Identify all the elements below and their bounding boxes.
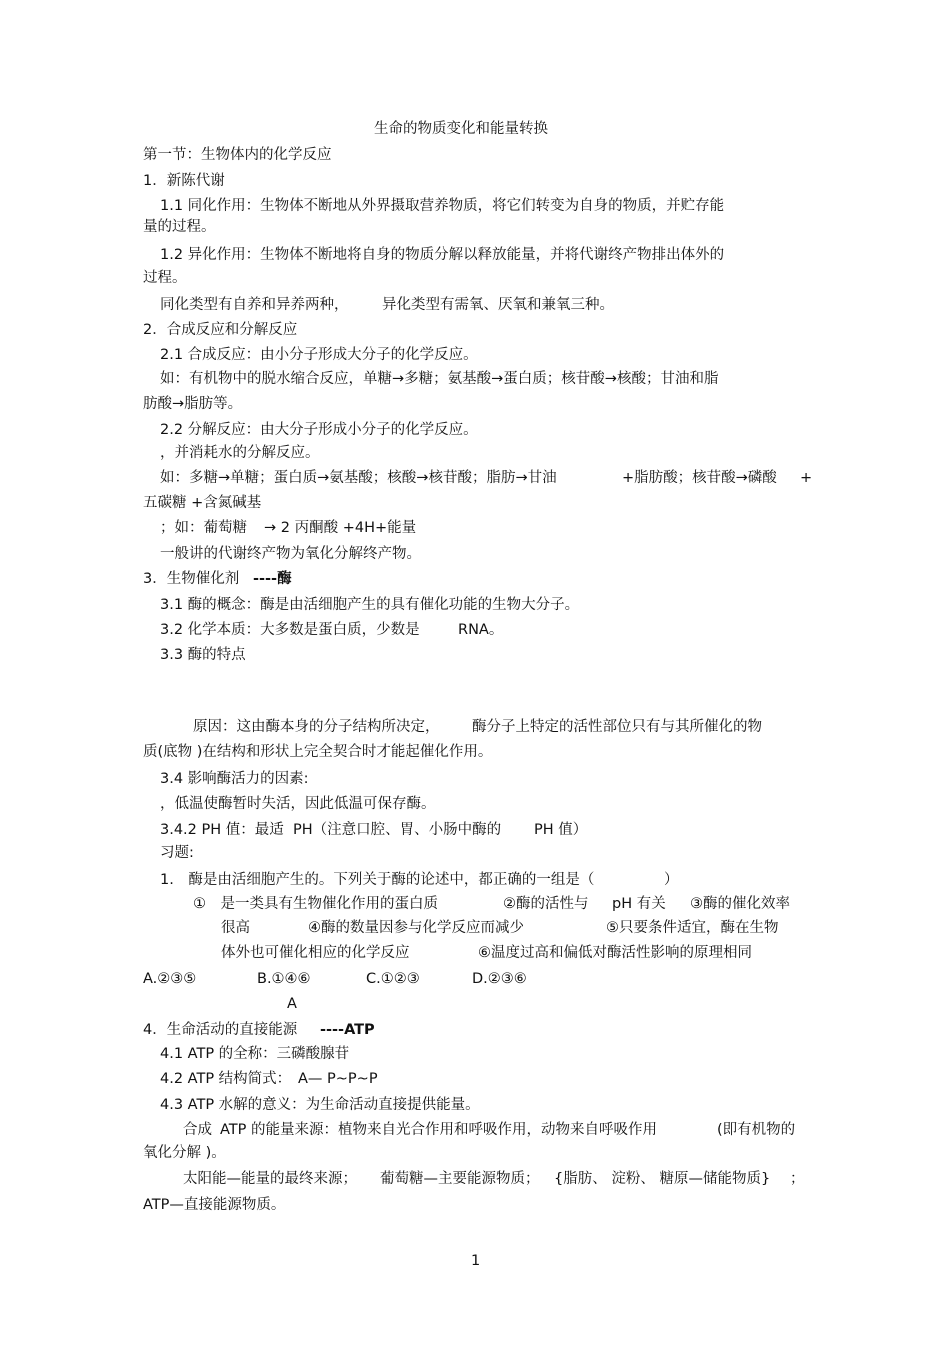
para-3-7c: PH 值） (534, 822, 588, 838)
heading-3b: ----酶 (253, 571, 292, 587)
para-3-4b: 酶分子上特定的活性部位只有与其所催化的物 (472, 719, 762, 735)
question-1d2: ④酶的数量因参与化学反应而减少 (308, 920, 524, 936)
heading-3a: 3．生物催化剂 (143, 571, 240, 587)
para-3-6: ，低温使酶暂时失活，因此低温可保存酶。 (160, 796, 436, 812)
para-1-3a: 同化类型有自养和异养两种， (160, 297, 349, 313)
para-2-7b: → 2 丙酮酸 +4H+能量 (264, 520, 417, 536)
option-d: D.②③⑥ (472, 971, 527, 987)
para-2-5b: +脂肪酸；核苷酸→磷酸 (622, 470, 777, 486)
para-4-5b: 葡萄糖—主要能源物质； (380, 1171, 540, 1187)
question-1c3: pH 有关 (612, 896, 666, 912)
question-1a: 1. 酶是由活细胞产生的。下列关于酶的论述中，都正确的一组是（ (160, 872, 595, 888)
para-2-4: ，并消耗水的分解反应。 (160, 445, 320, 461)
doc-title: 生命的物质变化和能量转换 (374, 121, 548, 137)
answer: A (287, 996, 297, 1012)
question-1c4: ③酶的催化效率 (690, 896, 790, 912)
para-3-5: 3.4 影响酶活力的因素: (160, 771, 309, 787)
para-2-7a: ；如：葡萄糖 (160, 520, 247, 536)
para-3-2b: RNA。 (458, 622, 504, 638)
option-a: A.②③⑤ (143, 971, 197, 987)
heading-1: 1．新陈代谢 (143, 173, 225, 189)
para-2-3: 2.2 分解反应：由大分子形成小分子的化学反应。 (160, 422, 478, 438)
para-3-4a: 原因：这由酶本身的分子结构所决定， (193, 719, 440, 735)
para-4-2b: A— P~P~P (298, 1071, 378, 1087)
heading-2: 2．合成反应和分解反应 (143, 322, 298, 338)
para-3-8: 习题: (160, 845, 194, 861)
para-2-5c: + (800, 470, 813, 486)
para-4-5d: ； (790, 1171, 805, 1187)
para-4-5e: ATP—直接能源物质。 (143, 1197, 286, 1213)
page-number: 1 (471, 1253, 481, 1269)
question-1d1: 很高 (221, 920, 250, 936)
question-1e1: 体外也可催化相应的化学反应 (221, 945, 410, 961)
para-1-1b: 量的过程。 (143, 219, 216, 235)
section-heading: 第一节：生物体内的化学反应 (143, 147, 332, 163)
question-1e2: ⑥温度过高和偏低对酶活性影响的原理相同 (478, 945, 752, 961)
para-3-7b: PH（注意口腔、胃、小肠中酶的 (293, 822, 502, 838)
para-4-4c: (即有机物的 (717, 1122, 796, 1138)
para-2-8: 一般讲的代谢终产物为氧化分解终产物。 (160, 546, 421, 562)
para-2-1: 2.1 合成反应：由小分子形成大分子的化学反应。 (160, 347, 478, 363)
para-4-3: 4.3 ATP 水解的意义：为生命活动直接提供能量。 (160, 1097, 480, 1113)
para-4-5c: {脂肪、 淀粉、 糖原—储能物质} (554, 1171, 771, 1187)
para-2-6: 五碳糖 +含氮碱基 (143, 495, 262, 511)
para-1-1a: 1.1 同化作用：生物体不断地从外界摄取营养物质，将它们转变为自身的物质，并贮存能 (160, 198, 725, 214)
para-1-3b: 异化类型有需氧、厌氧和兼氧三种。 (382, 297, 614, 313)
question-1c1: ① 是一类具有生物催化作用的蛋白质 (193, 896, 438, 912)
para-4-4d: 氧化分解 )。 (143, 1145, 226, 1161)
para-4-1: 4.1 ATP 的全称：三磷酸腺苷 (160, 1046, 350, 1062)
para-2-2a: 如：有机物中的脱水缩合反应，单糖→多糖；氨基酸→蛋白质；核苷酸→核酸；甘油和脂 (160, 371, 719, 387)
para-3-7a: 3.4.2 PH 值：最适 (160, 822, 284, 838)
para-3-3: 3.3 酶的特点 (160, 647, 246, 663)
option-c: C.①②③ (366, 971, 420, 987)
para-1-2b: 过程。 (143, 270, 187, 286)
heading-4b: ----ATP (320, 1022, 375, 1038)
question-1c2: ②酶的活性与 (503, 896, 589, 912)
question-1d3: ⑤只要条件适宜，酶在生物 (606, 920, 779, 936)
para-3-1: 3.1 酶的概念：酶是由活细胞产生的具有催化功能的生物大分子。 (160, 597, 580, 613)
option-b: B.①④⑥ (257, 971, 311, 987)
para-3-2a: 3.2 化学本质：大多数是蛋白质，少数是 (160, 622, 420, 638)
para-4-2a: 4.2 ATP 结构简式： (160, 1071, 292, 1087)
question-1b: ） (664, 872, 679, 888)
para-4-4a: 合成 (183, 1122, 212, 1138)
para-4-4b: ATP 的能量来源：植物来自光合作用和呼吸作用，动物来自呼吸作用 (220, 1122, 658, 1138)
para-3-4c: 质(底物 )在结构和形状上完全契合时才能起催化作用。 (143, 744, 493, 760)
para-2-2b: 肪酸→脂肪等。 (143, 396, 243, 412)
para-2-5a: 如：多糖→单糖；蛋白质→氨基酸；核酸→核苷酸；脂肪→甘油 (160, 470, 557, 486)
para-1-2a: 1.2 异化作用：生物体不断地将自身的物质分解以释放能量，并将代谢终产物排出体外的 (160, 247, 725, 263)
heading-4a: 4．生命活动的直接能源 (143, 1022, 298, 1038)
para-4-5a: 太阳能—能量的最终来源； (183, 1171, 357, 1187)
